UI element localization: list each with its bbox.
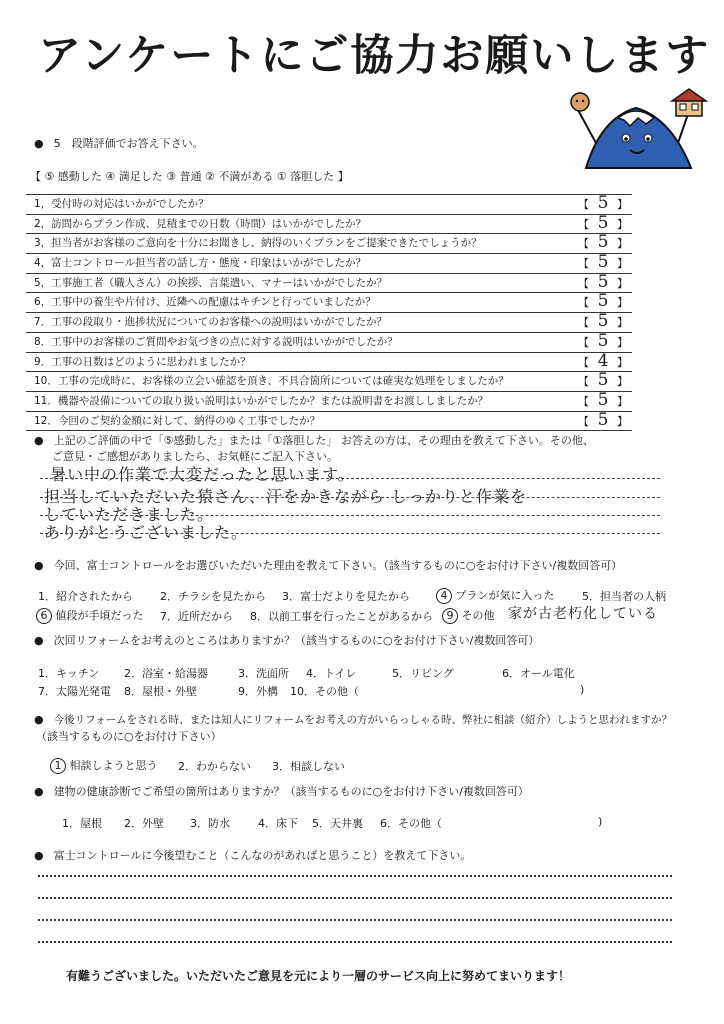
question-text: 9．工事の日数はどのように思われましたか？ [34, 355, 251, 368]
table-row [26, 212, 632, 235]
reform-option-6[interactable]: 6．オール電化 [502, 667, 575, 680]
answer-value: 5 [597, 389, 609, 410]
rating-table [26, 194, 632, 431]
why-chose-option-1[interactable]: 1．紹介されたから [38, 590, 133, 603]
question-text: 5，工事施工者（職人さん）の挨拶、言葉遣い、マナーはいかがでしたか？ [34, 276, 388, 289]
health-option-2[interactable]: 2．外壁 [124, 817, 164, 830]
option-label: 値段が手頃だった [55, 609, 144, 622]
writing-line [40, 497, 660, 498]
question-text: 1，受付時の対応はいかがでしたか？ [34, 198, 209, 210]
reform-option-8[interactable]: 8．屋根・外壁 [124, 685, 197, 698]
answer-field[interactable]: 【 5 】 [578, 311, 628, 332]
answer-field[interactable]: 【 5 】 [578, 330, 628, 351]
question-text: 10．工事の完成時に、お客様の立会い確認を頂き、不具合箇所については確実な処理をしましたか？ [34, 375, 509, 388]
table-row [26, 330, 632, 353]
writing-line [38, 875, 672, 877]
answer-value: 4 [597, 350, 609, 371]
reform-option-7[interactable]: 7．太陽光発電 [38, 685, 111, 698]
handwritten-comment-line: 担当していただいた猿さん、汗をかきながら しっかりと作業を [44, 487, 528, 506]
referral-option-3[interactable]: 3．相談しない [272, 760, 345, 773]
question-text: 7．工事の段取り・進捗状況についてのお客様への説明はいかがでしたか？ [34, 316, 387, 329]
health-option-6[interactable]: 6．その他（ [380, 817, 442, 830]
page-title: アンケートにご協力お願いします [38, 31, 711, 81]
why-chose-option-7[interactable]: 7．近所だから [160, 610, 233, 623]
answer-field[interactable]: 【 5 】 [578, 252, 628, 273]
why-chose-option-6[interactable] [36, 607, 144, 624]
answer-value: 5 [597, 330, 609, 351]
answer-field[interactable]: 【 5 】 [578, 389, 628, 410]
answer-value: 5 [597, 252, 609, 273]
referral-subheading: （該当するものに○をお付け下さい） [36, 730, 222, 743]
table-row [26, 350, 632, 373]
answer-field[interactable]: 【 5 】 [578, 409, 628, 430]
why-chose-option-8[interactable]: 8．以前工事を行ったことがあるから [250, 610, 433, 623]
answer-value: 5 [597, 232, 609, 253]
table-row [26, 234, 632, 254]
handwritten-comment-line: ありがとうございました。 [44, 523, 249, 542]
rating-heading: ● 5 段階評価でお答え下さい。 [34, 135, 204, 151]
writing-line [40, 478, 660, 479]
handwritten-comment-line: していただきました。 [44, 505, 215, 524]
answer-field[interactable]: 【 5 】 [578, 370, 628, 391]
answer-value: 5 [597, 212, 609, 233]
reform-option-10[interactable]: 10．その他（ [290, 685, 359, 698]
option-label: 相談しようと思う [69, 759, 158, 772]
referral-option-2[interactable]: 2．わからない [178, 760, 251, 773]
answer-value: 5 [597, 409, 609, 430]
table-row [26, 271, 632, 294]
reform-option-2[interactable]: 2．浴室・給湯器 [124, 667, 208, 680]
answer-value: 5 [597, 193, 609, 213]
question-text: 8．工事中のお客様のご質問やお気づきの点に対する説明はいかがでしたか？ [34, 335, 398, 348]
writing-line [38, 941, 672, 943]
footer-thanks: 有難うございました。いただいたご意見を元により一層のサービス向上に努めてまいります！ [66, 969, 571, 983]
mascot-mountain-icon [566, 88, 716, 172]
writing-line [40, 515, 660, 516]
health-option-1[interactable]: 1．屋根 [62, 817, 102, 830]
writing-line [38, 897, 672, 899]
selected-circle: 1 [50, 758, 66, 774]
question-text: 12．今回のご契約金額に対して、納得のゆく工事でしたか？ [34, 414, 321, 427]
why-chose-option-2[interactable]: 2．チラシを見たから [160, 590, 266, 603]
table-row [26, 293, 632, 313]
table-row [26, 254, 632, 274]
writing-line [40, 533, 660, 534]
option-label: その他 [461, 609, 495, 622]
rating-legend: 【 ⑤ 感動した ④ 満足した ③ 普通 ② 不満がある ① 落胆した 】 [30, 170, 349, 183]
health-check-heading: ● 建物の健康診断でご希望の箇所はありますか？（該当するものに○をお付け下さい/複数回答可） [34, 783, 529, 799]
option-label: プランが気に入った [455, 589, 555, 602]
why-chose-heading: ● 今回、富士コントロールをお選びいただいた理由を教えて下さい。（該当するものに○をお付け下さい/複数回答可） [34, 557, 622, 573]
selected-circle: 4 [436, 588, 452, 604]
selected-circle: 9 [442, 608, 458, 624]
reform-option-5[interactable]: 5．リビング [392, 667, 454, 680]
table-row [26, 313, 632, 333]
why-chose-option-9[interactable] [442, 607, 495, 624]
health-option-4[interactable]: 4．床下 [258, 817, 298, 830]
why-chose-option-4[interactable] [436, 587, 555, 604]
table-row [26, 409, 632, 432]
next-reform-heading: ● 次回リフォームをお考えのところはありますか？（該当するものに○をお付け下さい/複数回答可） [34, 632, 539, 648]
answer-value: 5 [597, 271, 609, 292]
health-option-5[interactable]: 5．天井裏 [312, 817, 363, 830]
question-text: 3，担当者がお客様のご意向を十分にお聞きし、納得のいくプランをご提案できたでしょうか？ [34, 237, 482, 250]
reform-option-3[interactable]: 3．洗面所 [238, 667, 289, 680]
table-row [26, 194, 632, 215]
selected-circle: 6 [36, 608, 52, 624]
answer-field[interactable]: 【 5 】 [578, 232, 628, 253]
referral-heading: ● 今後リフォームをされる時、または知人にリフォームをお考えの方がいらっしゃる時、弊社に相談（紹介）しようと思われますか？ [34, 712, 672, 727]
writing-line [38, 919, 672, 921]
answer-value: 5 [597, 370, 609, 391]
question-text: 11．機器や設備についての取り扱い説明はいかがでしたか？または説明書をお渡ししましたか？ [34, 394, 489, 407]
reason-heading: ● 上記のご評価の中で「⑤感動した」または「①落胆した」 お答えの方は、その理由を教えて下さい。その他、 [34, 432, 594, 448]
question-text: 6，工事中の養生や片付け、近隣への配慮はキチンと行っていましたか？ [34, 296, 376, 309]
reason-subheading: ご意見・ご感想がありましたら、お気軽にご記入下さい。 [52, 450, 338, 463]
health-option-6-close: ) [598, 815, 603, 828]
answer-field[interactable]: 【 5 】 [578, 291, 628, 312]
handwritten-comment-line: 暑い中の作業で大変だったと思います。 [50, 465, 355, 484]
answer-field[interactable]: 【 4 】 [578, 350, 628, 371]
why-chose-option-5[interactable]: 5．担当者の人柄 [582, 590, 666, 603]
reform-option-10-close: ) [580, 683, 585, 696]
health-option-3[interactable]: 3．防水 [190, 817, 230, 830]
answer-field[interactable]: 【 5 】 [578, 212, 628, 233]
question-text: 4，富士コントロール担当者の話し方・態度・印象はいかがでしたか？ [34, 257, 366, 270]
wishes-heading: ● 富士コントロールに今後望むこと（こんなのがあればと思うこと）を教えて下さい。 [34, 847, 471, 863]
reform-option-4[interactable]: 4．トイレ [306, 667, 357, 680]
referral-option-1[interactable] [50, 757, 158, 774]
handwritten-other-reason: 家が古老朽化している [508, 606, 658, 622]
answer-field[interactable]: 【 5 】 [578, 271, 628, 292]
answer-field[interactable]: 【 5 】 [578, 193, 628, 213]
table-row [26, 389, 632, 412]
why-chose-option-3[interactable]: 3．富士だよりを見たから [282, 590, 410, 603]
question-text: 2，訪問からプラン作成、見積までの日数（時間）はいかがでしたか？ [34, 217, 367, 230]
answer-value: 5 [597, 291, 609, 312]
reform-option-9[interactable]: 9．外構 [238, 685, 278, 698]
table-row [26, 372, 632, 392]
answer-value: 5 [597, 311, 609, 332]
reform-option-1[interactable]: 1．キッチン [38, 667, 100, 680]
